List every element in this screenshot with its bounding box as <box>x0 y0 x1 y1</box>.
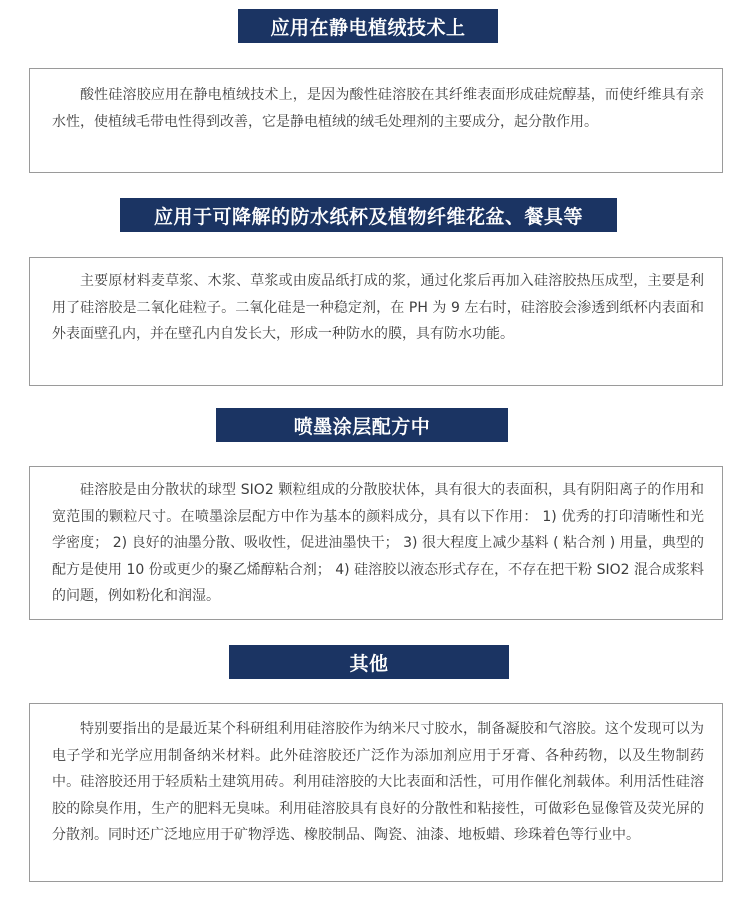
section-1-title: 应用在静电植绒技术上 <box>238 9 498 43</box>
section-3-text: 硅溶胶是由分散状的球型 SIO2 颗粒组成的分散胶状体，具有很大的表面积，具有阴阳离子的作用和宽范围的颗粒尺寸。在喷墨涂层配方中作为基本的颜料成分，具有以下作用： 1) 优秀的打印清晰性和光学密度； 2) 良好的油墨分散、吸收性，促进油墨快干； 3) 很大程度上减少基料 ( 粘合剂 ) 用量，典型的配方是使用 10 份或更少的聚乙烯醇粘合剂； 4) 硅溶胶以液态形式存在，不存在把干粉 SIO2 混合成浆料的问题，例如粉化和润湿。 <box>52 482 704 604</box>
section-2-title: 应用于可降解的防水纸杯及植物纤维花盆、餐具等 <box>120 198 617 232</box>
section-1-text: 酸性硅溶胶应用在静电植绒技术上，是因为酸性硅溶胶在其纤维表面形成硅烷醇基，而使纤维具有亲水性，使植绒毛带电性得到改善，它是静电植绒的绒毛处理剂的主要成分，起分散作用。 <box>52 87 704 130</box>
section-2-text: 主要原材料麦草浆、木浆、草浆或由废品纸打成的浆，通过化浆后再加入硅溶胶热压成型，主要是利用了硅溶胶是二氧化硅粒子。二氧化硅是一种稳定剂，在 PH 为 9 左右时，硅溶胶会渗透到纸杯内表面和外表面壁孔内，并在壁孔内自发长大，形成一种防水的膜，具有防水功能。 <box>52 273 704 342</box>
section-4-title: 其他 <box>229 645 509 679</box>
section-3-title: 喷墨涂层配方中 <box>216 408 508 442</box>
section-4-text: 特别要指出的是最近某个科研组利用硅溶胶作为纳米尺寸胶水，制备凝胶和气溶胶。这个发现可以为电子学和光学应用制备纳米材料。此外硅溶胶还广泛作为添加剂应用于牙膏、各种药物，以及生物制药中。硅溶胶还用于轻质粘土建筑用砖。利用硅溶胶的大比表面和活性，可用作催化剂载体。利用活性硅溶胶的除臭作用，生产的肥料无臭味。利用硅溶胶具有良好的分散性和粘接性，可做彩色显像管及荧光屏的分散剂。同时还广泛地应用于矿物浮选、橡胶制品、陶瓷、油漆、地板蜡、珍珠着色等行业中。 <box>52 721 704 843</box>
